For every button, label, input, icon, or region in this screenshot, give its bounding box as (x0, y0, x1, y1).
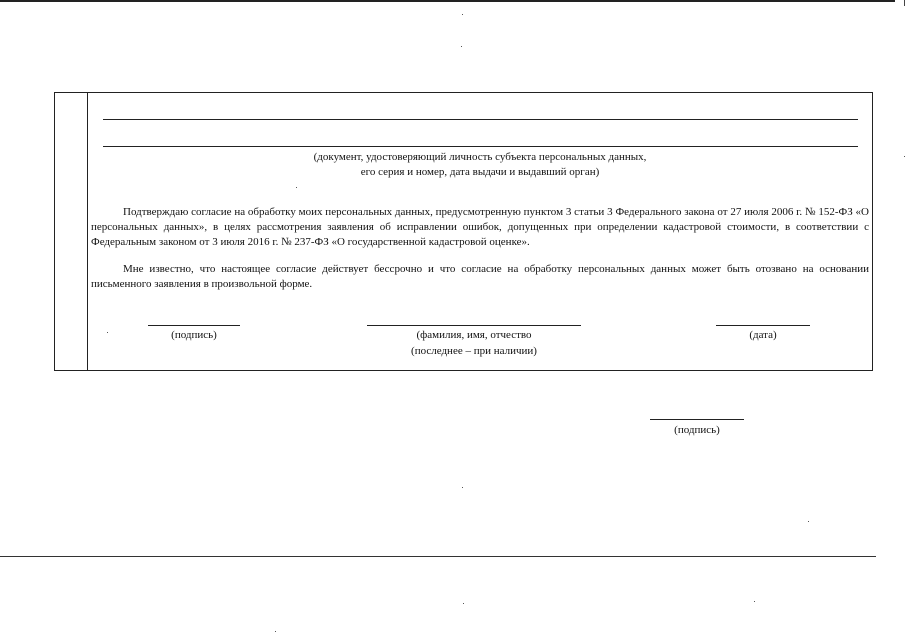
revocation-paragraph (91, 262, 869, 292)
scan-speck (296, 187, 297, 188)
fullname-caption-line-1: (фамилия, имя, отчество (416, 329, 532, 341)
consent-paragraph (91, 205, 869, 250)
form-left-margin-column (54, 92, 88, 371)
identity-caption-line-2: его серия и номер, дата выдачи и выдавший орган) (360, 166, 600, 178)
page-bottom-rule (0, 556, 876, 557)
scan-speck (107, 332, 108, 333)
fullname-caption-line-2: (последнее – при наличии) (411, 345, 537, 357)
identity-document-line-1[interactable] (103, 119, 858, 120)
scan-speck (808, 521, 809, 522)
identity-document-line-2[interactable] (103, 146, 858, 147)
fullname-field[interactable] (367, 325, 581, 326)
date-caption: (дата) (749, 329, 777, 341)
date-field[interactable] (716, 325, 810, 326)
signature-field[interactable] (148, 325, 240, 326)
identity-caption-line-1: (документ, удостоверяющий личность субъекта персональных данных, (313, 151, 647, 163)
scan-speck (461, 46, 462, 47)
consent-paragraph-text: Подтверждаю согласие на обработку моих персональных данных, предусмотренную пунктом 3 статьи 3 Федерального закона от 27 июля 2006 г. № 152-ФЗ «О персональных данных», в целях рассмотрения заявления об исправлении ошибок, допущенных при определении кадастровой стоимости, в соответствии с Федеральным законом от 3 июля 2016 г. № 237-ФЗ «О государственной кадастровой оценке». (91, 206, 869, 248)
page-top-edge (0, 0, 895, 2)
bottom-signature-caption: (подпись) (674, 424, 720, 436)
scan-speck (754, 601, 755, 602)
revocation-paragraph-text: Мне известно, что настоящее согласие действует бессрочно и что согласие на обработку персональных данных может быть отозвано на основании письменного заявления в произвольной форме. (91, 263, 869, 290)
scan-speck (463, 603, 464, 604)
scan-speck (462, 487, 463, 488)
scan-speck (275, 631, 276, 632)
scan-speck (462, 14, 463, 15)
signature-caption: (подпись) (171, 329, 217, 341)
bottom-signature-field[interactable] (650, 419, 744, 420)
